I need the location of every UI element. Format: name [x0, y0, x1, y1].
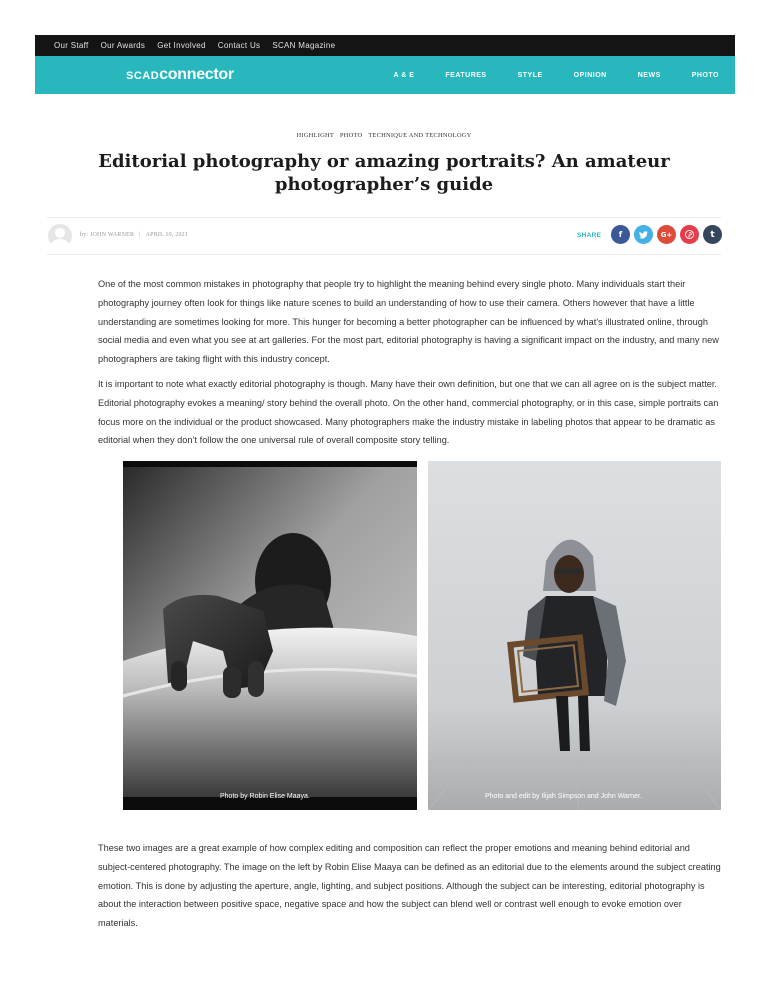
topbar-link-get-involved[interactable]: Get Involved [157, 41, 206, 50]
category-link-technique[interactable]: TECHNIQUE AND TECHNOLOGY [368, 132, 472, 139]
author-avatar [48, 224, 72, 248]
nav-item-a-and-e[interactable]: A & E [393, 71, 415, 79]
social-share-buttons [611, 225, 726, 244]
divider [47, 217, 721, 218]
article-paragraph-1: One of the most common mistakes in photography that people try to highlight the meaning behind every single photo. Many individuals start their photography journey often look for things like nature scenes to build an understanding of how to use their camera. Others however that have a little understanding are sometimes looking for more. This hunger for becoming a better photographer can be influenced by what’s illustrated online, through social media and even what you see at art galleries. For the most part, editorial photography is having a significant impact on the industry, and many new photographers are taking flight with this industry concept. [98, 279, 719, 365]
nav-item-features[interactable]: FEATURES [445, 71, 487, 79]
facebook-share-button[interactable] [611, 225, 630, 244]
category-link-photo[interactable]: PHOTO [339, 132, 363, 139]
nav-item-photo[interactable]: PHOTO [691, 71, 719, 79]
nav-item-news[interactable]: NEWS [637, 71, 661, 79]
twitter-share-button[interactable] [634, 225, 653, 244]
user-icon [48, 224, 72, 248]
photo-left-image [123, 461, 417, 810]
nav-item-style[interactable]: STYLE [517, 71, 543, 79]
main-nav [35, 56, 735, 94]
tumblr-icon: t [710, 229, 715, 240]
topbar-link-our-awards[interactable]: Our Awards [100, 41, 146, 50]
photo-right-image [428, 461, 721, 810]
share-label: SHARE [577, 232, 602, 239]
logo-prefix: SCAD [126, 70, 160, 82]
topbar-link-contact-us[interactable]: Contact Us [217, 41, 261, 50]
article-byline [80, 232, 188, 238]
article-categories [0, 132, 768, 139]
top-utility-bar [35, 35, 735, 56]
author-name[interactable]: by: JOHN WARNER [80, 232, 135, 238]
photo-right-caption: Photo and edit by Ilijah Simpson and John Warner. [485, 793, 642, 800]
article-paragraph-3: These two images are a great example of how complex editing and composition can reflect the proper emotions and meaning behind editorial and subject-centered photography. The image on the left by Robin Elise Maaya can be defined as an editorial due to the elements around the subject creating emotion. This is done by adjusting the aperture, angle, lighting, and subject positions. Although the subject can be interesting, editorial photography is about the interaction between positive space, negative space and how the subject can blend well or contrast well enough to evoke emotion over materials. [98, 843, 721, 929]
google-plus-share-button[interactable] [657, 225, 676, 244]
twitter-icon [639, 231, 648, 239]
pinterest-icon [685, 230, 694, 239]
logo-name: connector [159, 66, 234, 83]
article-paragraph-2: It is important to note what exactly editorial photography is though. Many have their own definition, but one that we can all agree on is the subject matter. Editorial photography evokes a meaning/ story behind the overall photo. On the other hand, commercial photography, or in this case, simple portraits can focus more on the individual or the product showcased. Many photographers make the industry mistake in labeling photos that appear to be dramatic as editorial when they don’t follow the one universal rule of overall composite story telling. [98, 379, 719, 446]
nav-item-opinion[interactable]: OPINION [573, 71, 607, 79]
pinterest-share-button[interactable] [680, 225, 699, 244]
topbar-link-scan-magazine[interactable]: SCAN Magazine [272, 41, 336, 50]
divider [47, 254, 721, 255]
photo-left [123, 461, 417, 810]
publish-date: APRIL 10, 2021 [145, 232, 189, 238]
nav-links [362, 56, 719, 94]
topbar-link-our-staff[interactable]: Our Staff [54, 41, 89, 50]
google-plus-icon: G+ [660, 230, 673, 239]
category-link-highlight[interactable]: HIGHLIGHT [296, 132, 335, 139]
facebook-icon: f [618, 230, 623, 239]
tumblr-share-button[interactable] [703, 225, 722, 244]
photo-left-caption: Photo by Robin Elise Maaya. [220, 793, 310, 800]
byline-separator: | [139, 232, 141, 238]
article-title: Editorial photography or amazing portraits? An amateur photographer’s guide [98, 151, 670, 195]
site-logo[interactable] [126, 66, 234, 84]
photo-right [428, 461, 721, 810]
